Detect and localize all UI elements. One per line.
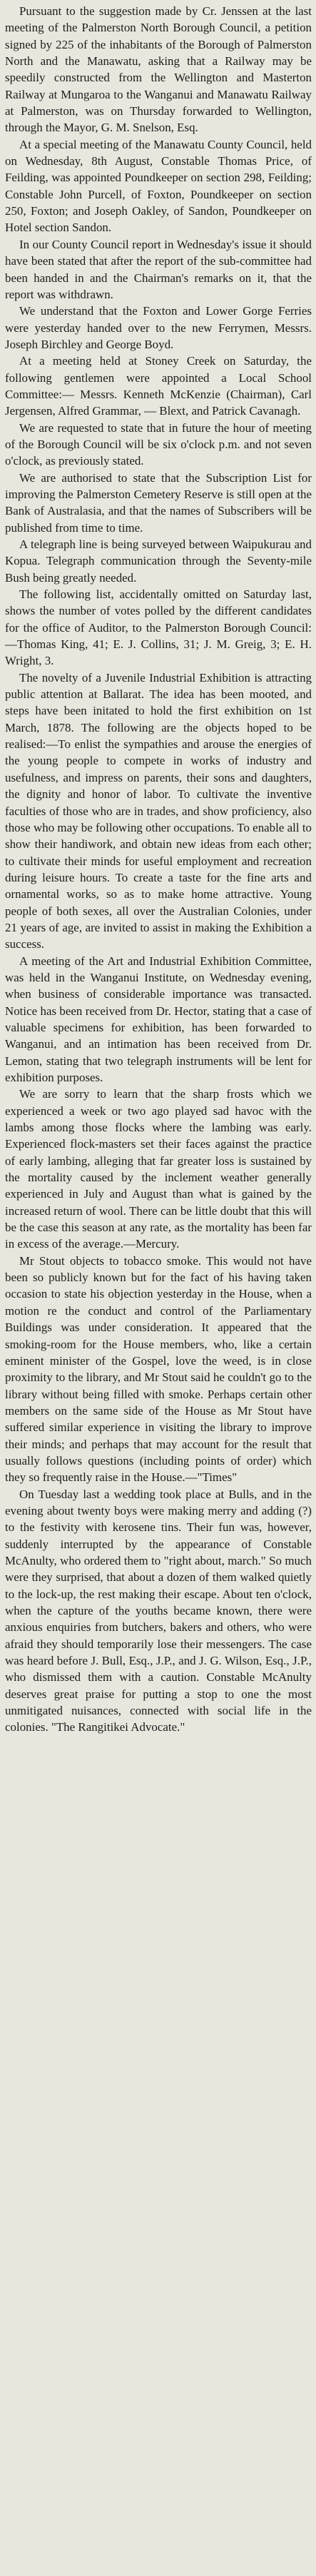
paragraph-cemetery-subscription: We are authorised to state that the Subscription List for improving the Palmerston Cemetery Reserve is still open at the Bank of Australasia, and that the names of Subscribers will be published from time to time.	[5, 470, 312, 535]
paragraph-juvenile-exhibition: The novelty of a Juvenile Industrial Exhibition is attracting public attention at Ballarat. The idea has been mooted, and steps have been initated to hold the first exhibition on 1st March, 1878. The following are the objects hoped to be realised:—To enlist the sympathies and arouse the energies of the young people to compete in works of industry and usefulness, and impress on parents, their sons and daughters, the dignity and honor of labor. To cultivate the inventive faculties of those who are in trades, and show proficiency, also those who may be following other occupations. To enable all to show their handiwork, and obtain new ideas from each other; to cultivate their minds for useful employment and recreation during leisure hours. To create a taste for the fine arts and ornamental works, so as to make home attractive. Young people of both sexes, all over the Australian Colonies, under 21 years of age, are invited to assist in making the Exhibition a success.	[5, 670, 312, 951]
paragraph-council-meeting-hour: We are requested to state that in future the hour of meeting of the Borough Council will be six o'clock p.m. and not seven o'clock, as previously stated.	[5, 420, 312, 468]
paragraph-county-council-correction: In our County Council report in Wednesday's issue it should have been stated that after the report of the sub-committee had been handed in and the Chairman's remarks on it, that the report was withdrawn.	[5, 237, 312, 301]
paragraph-bulls-wedding: On Tuesday last a wedding took place at Bulls, and in the evening about twenty boys were making merry and adding (?) to the festivity with kerosene tins. Their fun was, however, suddenly interrupted by the appearance of Constable McAnulty, who ordered them to "right about, march." So much were they surprised, that about a dozen of them walked quietly to the lock-up, the rest making their escape. About ten o'clock, when the capture of the youths became known, there were anxious enquiries from butchers, bakers and others, who were afraid they should temporarily lose their messengers. The case was heard before J. Bull, Esq., J.P., and J. G. Wilson, Esq., J.P., who dismissed them with a caution. Constable McAnulty deserves great praise for putting a stop to one the most unmitigated nuisances, connected with social life in the colonies. "The Rangitikei Advocate."	[5, 1487, 312, 1734]
paragraph-auditor-votes: The following list, accidentally omitted on Saturday last, shows the number of votes polled by the different candidates for the office of Auditor, to the Palmerston Borough Council:—Thomas King, 41; E. J. Collins, 31; J. M. Greig, 3; E. H. Wright, 3.	[5, 587, 312, 668]
paragraph-exhibition-committee: A meeting of the Art and Industrial Exhibition Committee, was held in the Wanganui Institute, on Wednesday evening, when business of considerable importance was transacted. Notice has been received from Dr. Hector, stating that a case of valuable specimens for exhibition, has been forwarded to Wanganui, and an intimation has been received from Dr. Lemon, stating that two telegraph instruments will be lent for exhibition purposes.	[5, 954, 312, 1084]
paragraph-school-committee: At a meeting held at Stoney Creek on Saturday, the following gentlemen were appointed a Local School Committee:— Messrs. Kenneth McKenzie (Chairman), Carl Jergensen, Alfred Grammar, — Blext, and Patrick Cavanagh.	[5, 354, 312, 418]
paragraph-railway-petition: Pursuant to the suggestion made by Cr. Jenssen at the last meeting of the Palmerston North Borough Council, a petition signed by 225 of the inhabitants of the Borough of Palmerston North and the Manawatu, asking that a Railway may be speedily constructed from the Wellington and Masterton Railway at Mungaroa to the Wanganui and Manawatu Railway at Palmerston, was on Thursday forwarded to Wellington, through the Mayor, G. M. Snelson, Esq.	[5, 4, 312, 135]
paragraph-poundkeepers: At a special meeting of the Manawatu County Council, held on Wednesday, 8th August, Constable Thomas Price, of Feilding, was appointed Poundkeeper on section 298, Feilding; Constable John Purcell, of Foxton, Poundkeeper on section 250, Foxton; and Joseph Oakley, of Sandon, Poundkeeper on Hotel section Sandon.	[5, 137, 312, 235]
paragraph-stout-tobacco: Mr Stout objects to tobacco smoke. This would not have been so publicly known but for the fact of his having taken occasion to state his objection yesterday in the House, when a motion re the conduct and control of the Parliamentary Buildings was under consideration. It appeared that the smoking-room for the House members, who, like a certain eminent minister of the Gospel, love the weed, is in close proximity to the library, and Mr Stout said he couldn't go to the library without being filled with smoke. Perhaps certain other members on the same side of the House as Mr Stout have suffered similar experience in visiting the library to improve their minds; and perhaps that may account for the result that usually follows questions (including points of order) which they so frequently raise in the House.—"Times"	[5, 1253, 312, 1485]
paragraph-ferries: We understand that the Foxton and Lower Gorge Ferries were yesterday handed over to the new Ferrymen, Messrs. Joseph Birchley and George Boyd.	[5, 304, 312, 351]
paragraph-frosts-lambs: We are sorry to learn that the sharp frosts which we experienced a week or two ago played sad havoc with the lambs among those flocks where the lambing was early. Experienced flock-masters set their faces against the practice of early lambing, alleging that far greater loss is sustained by the mortality caused by the inclement weather generally experienced in July and August than what is gained by the increased return of wool. There can be little doubt that this will be the case this season at any rate, as the mortality has been far in excess of the average.—Mercury.	[5, 1087, 312, 1251]
paragraph-telegraph-line: A telegraph line is being surveyed between Waipukurau and Kopua. Telegraph communication through the Seventy-mile Bush being greatly needed.	[5, 537, 312, 585]
